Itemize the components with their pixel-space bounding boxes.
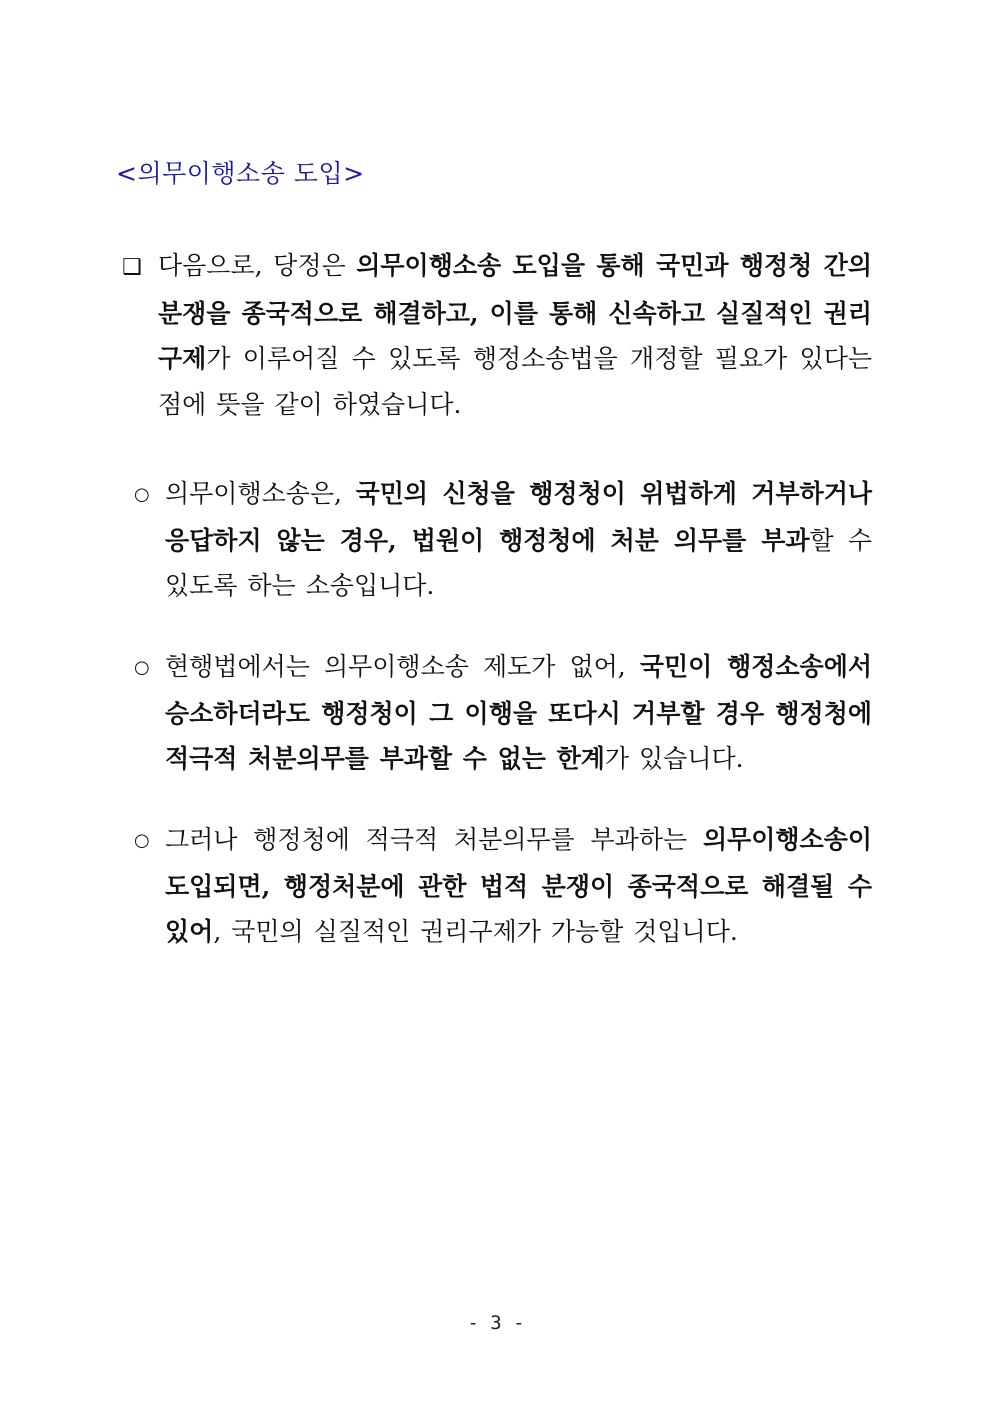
sub-paragraph-current-law [134,644,872,782]
sub-paragraph-emphasis: 국민이 행정소송에서 승소하더라도 행정청이 그 이행을 또다시 거부할 경우 행정청에 적극적 처분의무를 부과할 수 없는 한계 [165,652,872,773]
circle-bullet-icon: ○ [134,657,150,678]
square-bullet-icon: ❑ [122,255,142,280]
main-paragraph-emphasis: 의무이행소송 도입을 통해 국민과 행정청 간의 분쟁을 종국적으로 해결하고, 이를 통해 신속하고 실질적인 권리구제 [158,251,872,373]
main-paragraph [122,243,872,427]
sub-paragraph-emphasis: 국민의 신청을 행정청이 위법하게 거부하거나 응답하지 않는 경우, 법원이 행정청에 처분 의무를 부과 [165,479,872,555]
sub-paragraph-definition [134,471,872,609]
sub-paragraph-text: 의무이행소송은, [165,479,356,508]
circle-bullet-icon: ○ [134,484,150,505]
main-paragraph-text: 다음으로, 당정은 [158,251,357,280]
sub-paragraph-text-end: 할 수 있도록 하는 소송입니다. [165,525,873,600]
circle-bullet-icon: ○ [134,830,150,851]
section-heading: <의무이행소송 도입> [116,159,365,188]
sub-paragraph-emphasis: 의무이행소송이 도입되면, 행정처분에 관한 법적 분쟁이 종국적으로 해결될 수 있어 [165,825,872,946]
sub-paragraph-text-end: , 국민의 실질적인 권리구제가 가능할 것입니다. [213,917,738,946]
sub-paragraph-text: 그러나 행정청에 적극적 처분의무를 부과하는 [165,825,703,854]
main-paragraph-text-end: 가 이루어질 수 있도록 행정소송법을 개정할 필요가 있다는 점에 뜻을 같이 하였습니다. [158,344,872,419]
sub-paragraph-benefit [134,817,872,955]
page-number: - 3 - [467,1312,525,1334]
sub-paragraph-text-end: 가 있습니다. [604,744,744,773]
sub-paragraph-text: 현행법에서는 의무이행소송 제도가 없어, [165,652,640,681]
